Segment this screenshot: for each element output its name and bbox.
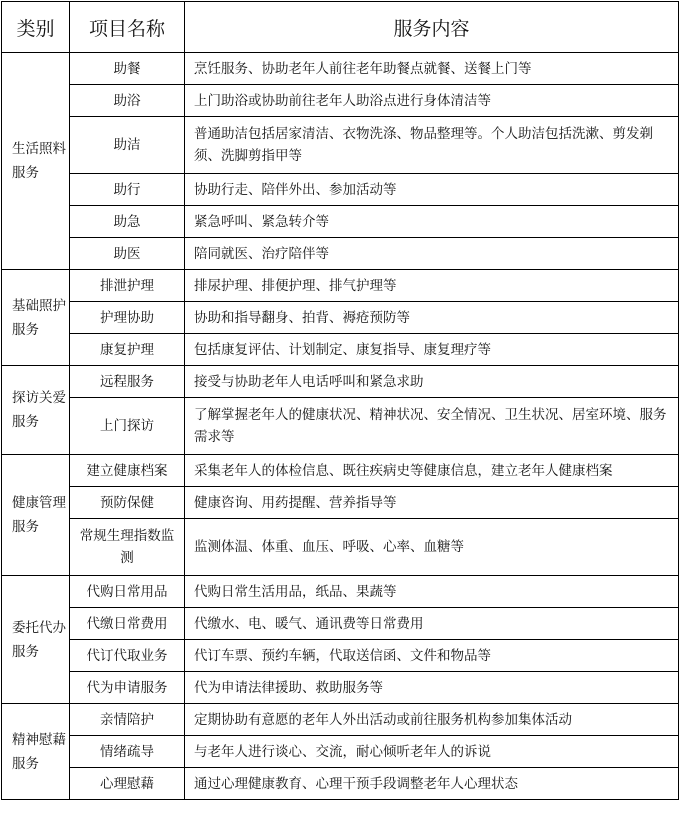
item-cell: 代购日常用品	[70, 576, 185, 608]
item-cell: 助餐	[70, 53, 185, 85]
category-cell: 委托代办服务	[2, 576, 70, 704]
table-row	[2, 270, 679, 302]
table-row	[2, 487, 679, 519]
content-cell: 紧急呼叫、紧急转介等	[185, 206, 679, 238]
item-cell: 常规生理指数监测	[70, 519, 185, 576]
services-table	[1, 1, 679, 800]
table-row	[2, 302, 679, 334]
item-cell: 助急	[70, 206, 185, 238]
content-cell: 代缴水、电、暖气、通讯费等日常费用	[185, 608, 679, 640]
table-row	[2, 736, 679, 768]
content-cell: 排尿护理、排便护理、排气护理等	[185, 270, 679, 302]
content-cell: 上门助浴或协助前往老年人助浴点进行身体清洁等	[185, 85, 679, 117]
table-row	[2, 576, 679, 608]
content-cell: 普通助洁包括居家清洁、衣物洗涤、物品整理等。个人助洁包括洗漱、剪发剃须、洗脚剪指甲等	[185, 117, 679, 174]
content-cell: 通过心理健康教育、心理干预手段调整老年人心理状态	[185, 768, 679, 800]
table-row	[2, 672, 679, 704]
item-cell: 排泄护理	[70, 270, 185, 302]
table-row	[2, 174, 679, 206]
item-cell: 上门探访	[70, 398, 185, 455]
content-cell: 代为申请法律援助、救助服务等	[185, 672, 679, 704]
table-row	[2, 640, 679, 672]
item-cell: 建立健康档案	[70, 455, 185, 487]
header-content: 服务内容	[185, 2, 679, 53]
table-row	[2, 206, 679, 238]
table-row	[2, 608, 679, 640]
table-row	[2, 53, 679, 85]
table-row	[2, 366, 679, 398]
table-row	[2, 768, 679, 800]
category-cell: 生活照料服务	[2, 53, 70, 270]
table-row	[2, 334, 679, 366]
table-row	[2, 455, 679, 487]
item-cell: 远程服务	[70, 366, 185, 398]
table-row	[2, 704, 679, 736]
category-cell: 健康管理服务	[2, 455, 70, 576]
table-row	[2, 85, 679, 117]
content-cell: 采集老年人的体检信息、既往疾病史等健康信息，建立老年人健康档案	[185, 455, 679, 487]
item-cell: 护理协助	[70, 302, 185, 334]
content-cell: 监测体温、体重、血压、呼吸、心率、血糖等	[185, 519, 679, 576]
item-cell: 代为申请服务	[70, 672, 185, 704]
table-row	[2, 398, 679, 455]
item-cell: 代订代取业务	[70, 640, 185, 672]
item-cell: 助洁	[70, 117, 185, 174]
content-cell: 代购日常生活用品，纸品、果蔬等	[185, 576, 679, 608]
content-cell: 了解掌握老年人的健康状况、精神状况、安全情况、卫生状况、居室环境、服务需求等	[185, 398, 679, 455]
item-cell: 助浴	[70, 85, 185, 117]
content-cell: 健康咨询、用药提醒、营养指导等	[185, 487, 679, 519]
table-row	[2, 519, 679, 576]
content-cell: 定期协助有意愿的老年人外出活动或前往服务机构参加集体活动	[185, 704, 679, 736]
content-cell: 接受与协助老年人电话呼叫和紧急求助	[185, 366, 679, 398]
item-cell: 康复护理	[70, 334, 185, 366]
table-row	[2, 238, 679, 270]
item-cell: 情绪疏导	[70, 736, 185, 768]
content-cell: 协助行走、陪伴外出、参加活动等	[185, 174, 679, 206]
content-cell: 协助和指导翻身、拍背、褥疮预防等	[185, 302, 679, 334]
category-cell: 基础照护服务	[2, 270, 70, 366]
content-cell: 与老年人进行谈心、交流，耐心倾听老年人的诉说	[185, 736, 679, 768]
content-cell: 烹饪服务、协助老年人前往老年助餐点就餐、送餐上门等	[185, 53, 679, 85]
item-cell: 助医	[70, 238, 185, 270]
header-item: 项目名称	[70, 2, 185, 53]
category-cell: 探访关爱服务	[2, 366, 70, 455]
content-cell: 包括康复评估、计划制定、康复指导、康复理疗等	[185, 334, 679, 366]
item-cell: 心理慰藉	[70, 768, 185, 800]
item-cell: 预防保健	[70, 487, 185, 519]
content-cell: 陪同就医、治疗陪伴等	[185, 238, 679, 270]
header-category: 类别	[2, 2, 70, 53]
header-row	[2, 2, 679, 53]
content-cell: 代订车票、预约车辆，代取送信函、文件和物品等	[185, 640, 679, 672]
item-cell: 亲情陪护	[70, 704, 185, 736]
item-cell: 代缴日常费用	[70, 608, 185, 640]
item-cell: 助行	[70, 174, 185, 206]
table-row	[2, 117, 679, 174]
category-cell: 精神慰藉服务	[2, 704, 70, 800]
